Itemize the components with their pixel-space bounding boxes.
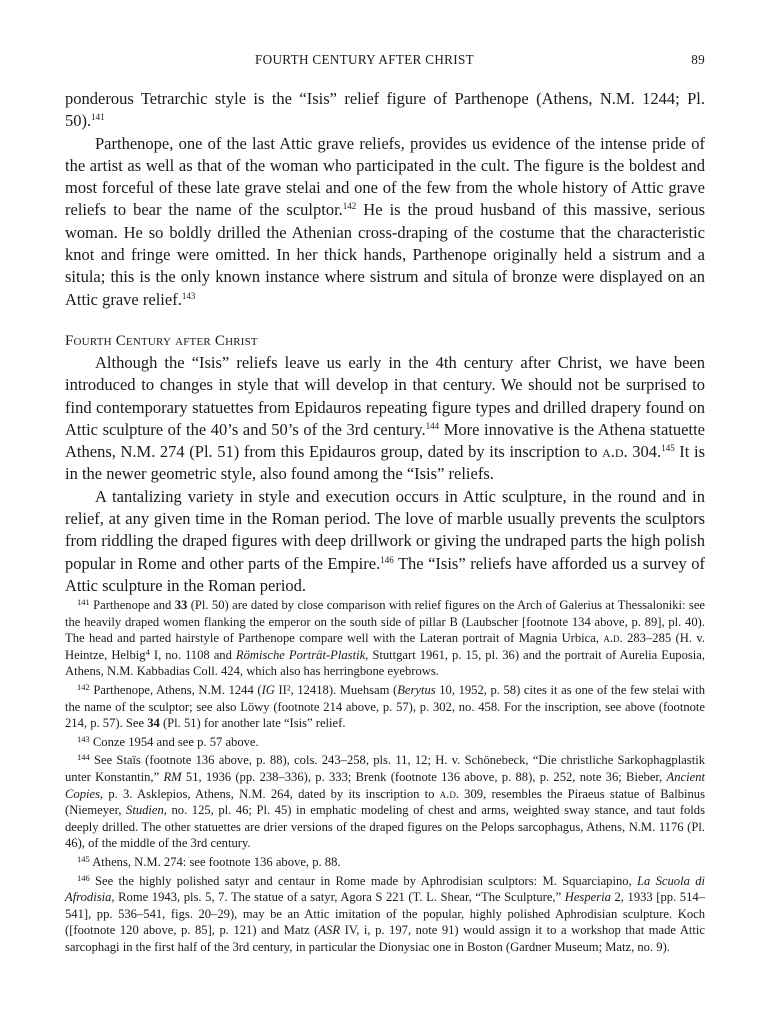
footnote-number: 146 xyxy=(77,872,90,883)
footnote-ref: 145 xyxy=(661,443,675,454)
footnote-text: , no. 125, pl. 46; Pl. 45) in emphatic modeling of chest and arms, weighted sway stance, and taut folds deeply drilled. The other statuettes are drier versions of the draped figures on the Pelops sarcophagus, Athens, N.M. 1176 (Pl. 46), of the middle of the 3rd century. xyxy=(65,803,706,851)
footnote-text: 51, 1936 (pp. 238–336), p. 333; Brenk (footnote 136 above, p. 88), p. 252, note 36; Bieber, xyxy=(181,769,667,784)
paragraph-text: Although the “Isis” reliefs leave us early in the 4th century after Christ, we have been introduced to changes in style that will develop in that century. We should not be surprised to find contemporary statuettes from Epidauros repeating figure types and drilled drapery found on Attic sculpture of the 40’s and 50’s of the 3rd century. xyxy=(65,352,705,439)
footnote-text: IG xyxy=(261,682,275,697)
footnote-text: Conze 1954 and see p. 57 above. xyxy=(89,734,259,749)
paragraph-text: Parthenope, one of the last Attic grave reliefs, provides us evidence of the intense pride of the artist as well as that of the woman who participated in the cult. The figure is the boldest and most forceful of these late grave stelai and one of the few from the whole history of Attic grave reliefs to bear the name of the sculptor. xyxy=(65,133,705,220)
footnote-144 xyxy=(65,752,705,852)
footnote-text: a.d. xyxy=(603,631,623,646)
footnote-143 xyxy=(65,734,705,751)
footnote-ref: 142 xyxy=(342,201,357,212)
footnote-text: See the highly polished satyr and centaur in Rome made by Aphrodisian sculptors: M. Squarciapino, xyxy=(89,873,638,888)
footnote-text: Römische Porträt-Plastik xyxy=(235,647,366,662)
footnote-number: 143 xyxy=(77,733,90,744)
section-heading: Fourth Century after Christ xyxy=(65,332,258,349)
footnote-142 xyxy=(65,682,705,732)
footnote-text: 4 xyxy=(145,646,150,657)
footnote-text: Berytus xyxy=(397,682,436,697)
paragraph-text: A tantalizing variety in style and execution occurs in Attic sculpture, in the round and in relief, at any given time in the Roman period. The love of marble usually prevents the sculptors from riddling the draped figures with deep drillwork or giving the undraped parts the high polish popular in Rome and other parts of the Empire. xyxy=(65,486,705,573)
footnote-text: 33 xyxy=(174,598,188,612)
paragraph-continued xyxy=(65,88,705,133)
footnote-text: 2, 1933 [pp. 514–541], pp. 536–541, figs. 20–29), may be an Attic imitation of the popular, highly polished Aphrodisian sculpture. Koch ([footnote 120 above, p. 85], p. 121) and Matz ( xyxy=(65,890,705,938)
footnote-141 xyxy=(65,597,705,680)
footnote-text: Parthenope, Athens, N.M. 1244 ( xyxy=(89,682,262,697)
footnote-text: II², 12418). Muehsam ( xyxy=(274,682,398,697)
footnote-text: , p. 3. Asklepios, Athens, N.M. 264, dated by its inscription to xyxy=(99,786,440,801)
footnote-text: Hesperia xyxy=(564,890,611,905)
footnote-text: ASR xyxy=(318,923,341,938)
footnote-ref: 144 xyxy=(425,420,440,431)
footnote-text: , Stuttgart 1961, p. 15, pl. 36) and the portrait of Aurelia Euposia, Athens, N.M. Kabbadias Coll. 424, which also has herringbone eyebrows. xyxy=(65,647,706,679)
paragraph-variety xyxy=(65,486,705,597)
footnote-text: 10, 1952, p. 58) cites it as one of the few stelai with the name of the sculptor; see also Löwy (footnote 214 above, p. 57), p. 302, no. 458. For the inscription, see above (footnote 214, p. 57). See xyxy=(65,682,705,731)
footnote-text: (Pl. 50) are dated by close comparison with relief figures on the Arch of Galerius at Thessaloniki: see the heavily draped women flanking the emperor on the south side of pillar B (Laubscher [footnote 134 above, p. 89], pl. 40). The head and parted hairstyle of Parthenope compare well with the Lateran portrait of Magnia Urbica, xyxy=(65,598,705,646)
footnote-ref: 143 xyxy=(181,290,196,301)
footnotes xyxy=(65,597,705,955)
paragraph-text: ponderous Tetrarchic style is the “Isis” relief figure of Parthenope (Athens, N.M. 1244; Pl. 50). xyxy=(65,89,705,131)
paragraph-text: The “Isis” reliefs have afforded us a survey of Attic sculpture in the Roman period. xyxy=(65,553,706,595)
footnote-text: 34 xyxy=(147,716,160,731)
footnote-146 xyxy=(65,873,705,956)
running-title: FOURTH CENTURY AFTER CHRIST xyxy=(255,52,474,67)
footnote-number: 142 xyxy=(77,681,90,692)
footnote-text: 283–285 (H. v. Heintze, Helbig xyxy=(65,631,706,662)
footnote-number: 144 xyxy=(77,752,90,763)
footnote-text: (Pl. 51) for another late “Isis” relief. xyxy=(159,716,346,731)
paragraph-text: 304. xyxy=(627,442,662,462)
paragraph-text: More innovative is the Athena statuette Athens, N.M. 274 (Pl. 51) from this Epidauros group, dated by its inscription to xyxy=(65,419,705,462)
paragraph-text: He is the proud husband of this massive, serious woman. He so boldly drilled the Athenian cross-draping of the costume that the characteristic knot and fringe were omitted. In her thick hands, Parthenope originally held a sistrum and a situla; this is the only known instance where sistrum and situla of bronze were displayed on an Attic grave relief. xyxy=(65,200,705,309)
footnote-ref: 141 xyxy=(91,112,105,123)
footnote-ref: 146 xyxy=(380,554,394,565)
paragraph-isis-reliefs xyxy=(65,352,705,486)
paragraph-parthenope xyxy=(65,133,705,311)
footnote-number: 145 xyxy=(77,853,90,864)
footnote-text: RM xyxy=(163,769,182,784)
footnote-text: Studien xyxy=(126,803,164,818)
footnote-number: 141 xyxy=(77,597,90,607)
footnote-text: , Rome 1943, pls. 5, 7. The statue of a satyr, Agora S 221 (T. L. Shear, “The Sculpture,” xyxy=(111,890,565,905)
footnote-text: La Scuola di Afrodisia xyxy=(65,873,705,905)
footnote-text: See Staïs (footnote 136 above, p. 88), cols. 243–258, pls. 11, 12; H. v. Schönebeck, “Die christliche Sarkophagplastik unter Konstantin,” xyxy=(65,753,705,784)
footnote-text: Parthenope and xyxy=(89,598,175,612)
footnote-text: a.d. xyxy=(439,786,459,801)
paragraph-text: It is in the newer geometric style, also found among the “Isis” reliefs. xyxy=(65,442,705,484)
era-abbrev: a.d. xyxy=(602,442,628,462)
footnote-text: 309, resembles the Piraeus statue of Balbinus (Niemeyer, xyxy=(65,786,705,818)
footnote-text: Athens, N.M. 274: see footnote 136 above, p. 88. xyxy=(89,854,341,869)
footnote-145 xyxy=(65,854,705,871)
footnote-text: Ancient Copies xyxy=(65,769,705,801)
main-text xyxy=(65,88,705,597)
footnote-text: I, no. 1108 and xyxy=(149,647,236,662)
page-number: 89 xyxy=(691,52,705,67)
footnote-text: IV, i, p. 197, note 91) would assign it to a workshop that made Attic sarcophagi in the first half of the 3rd century, in particular the Dionysiac one in Boston (Gardner Museum; Matz, no. 9). xyxy=(65,923,706,954)
